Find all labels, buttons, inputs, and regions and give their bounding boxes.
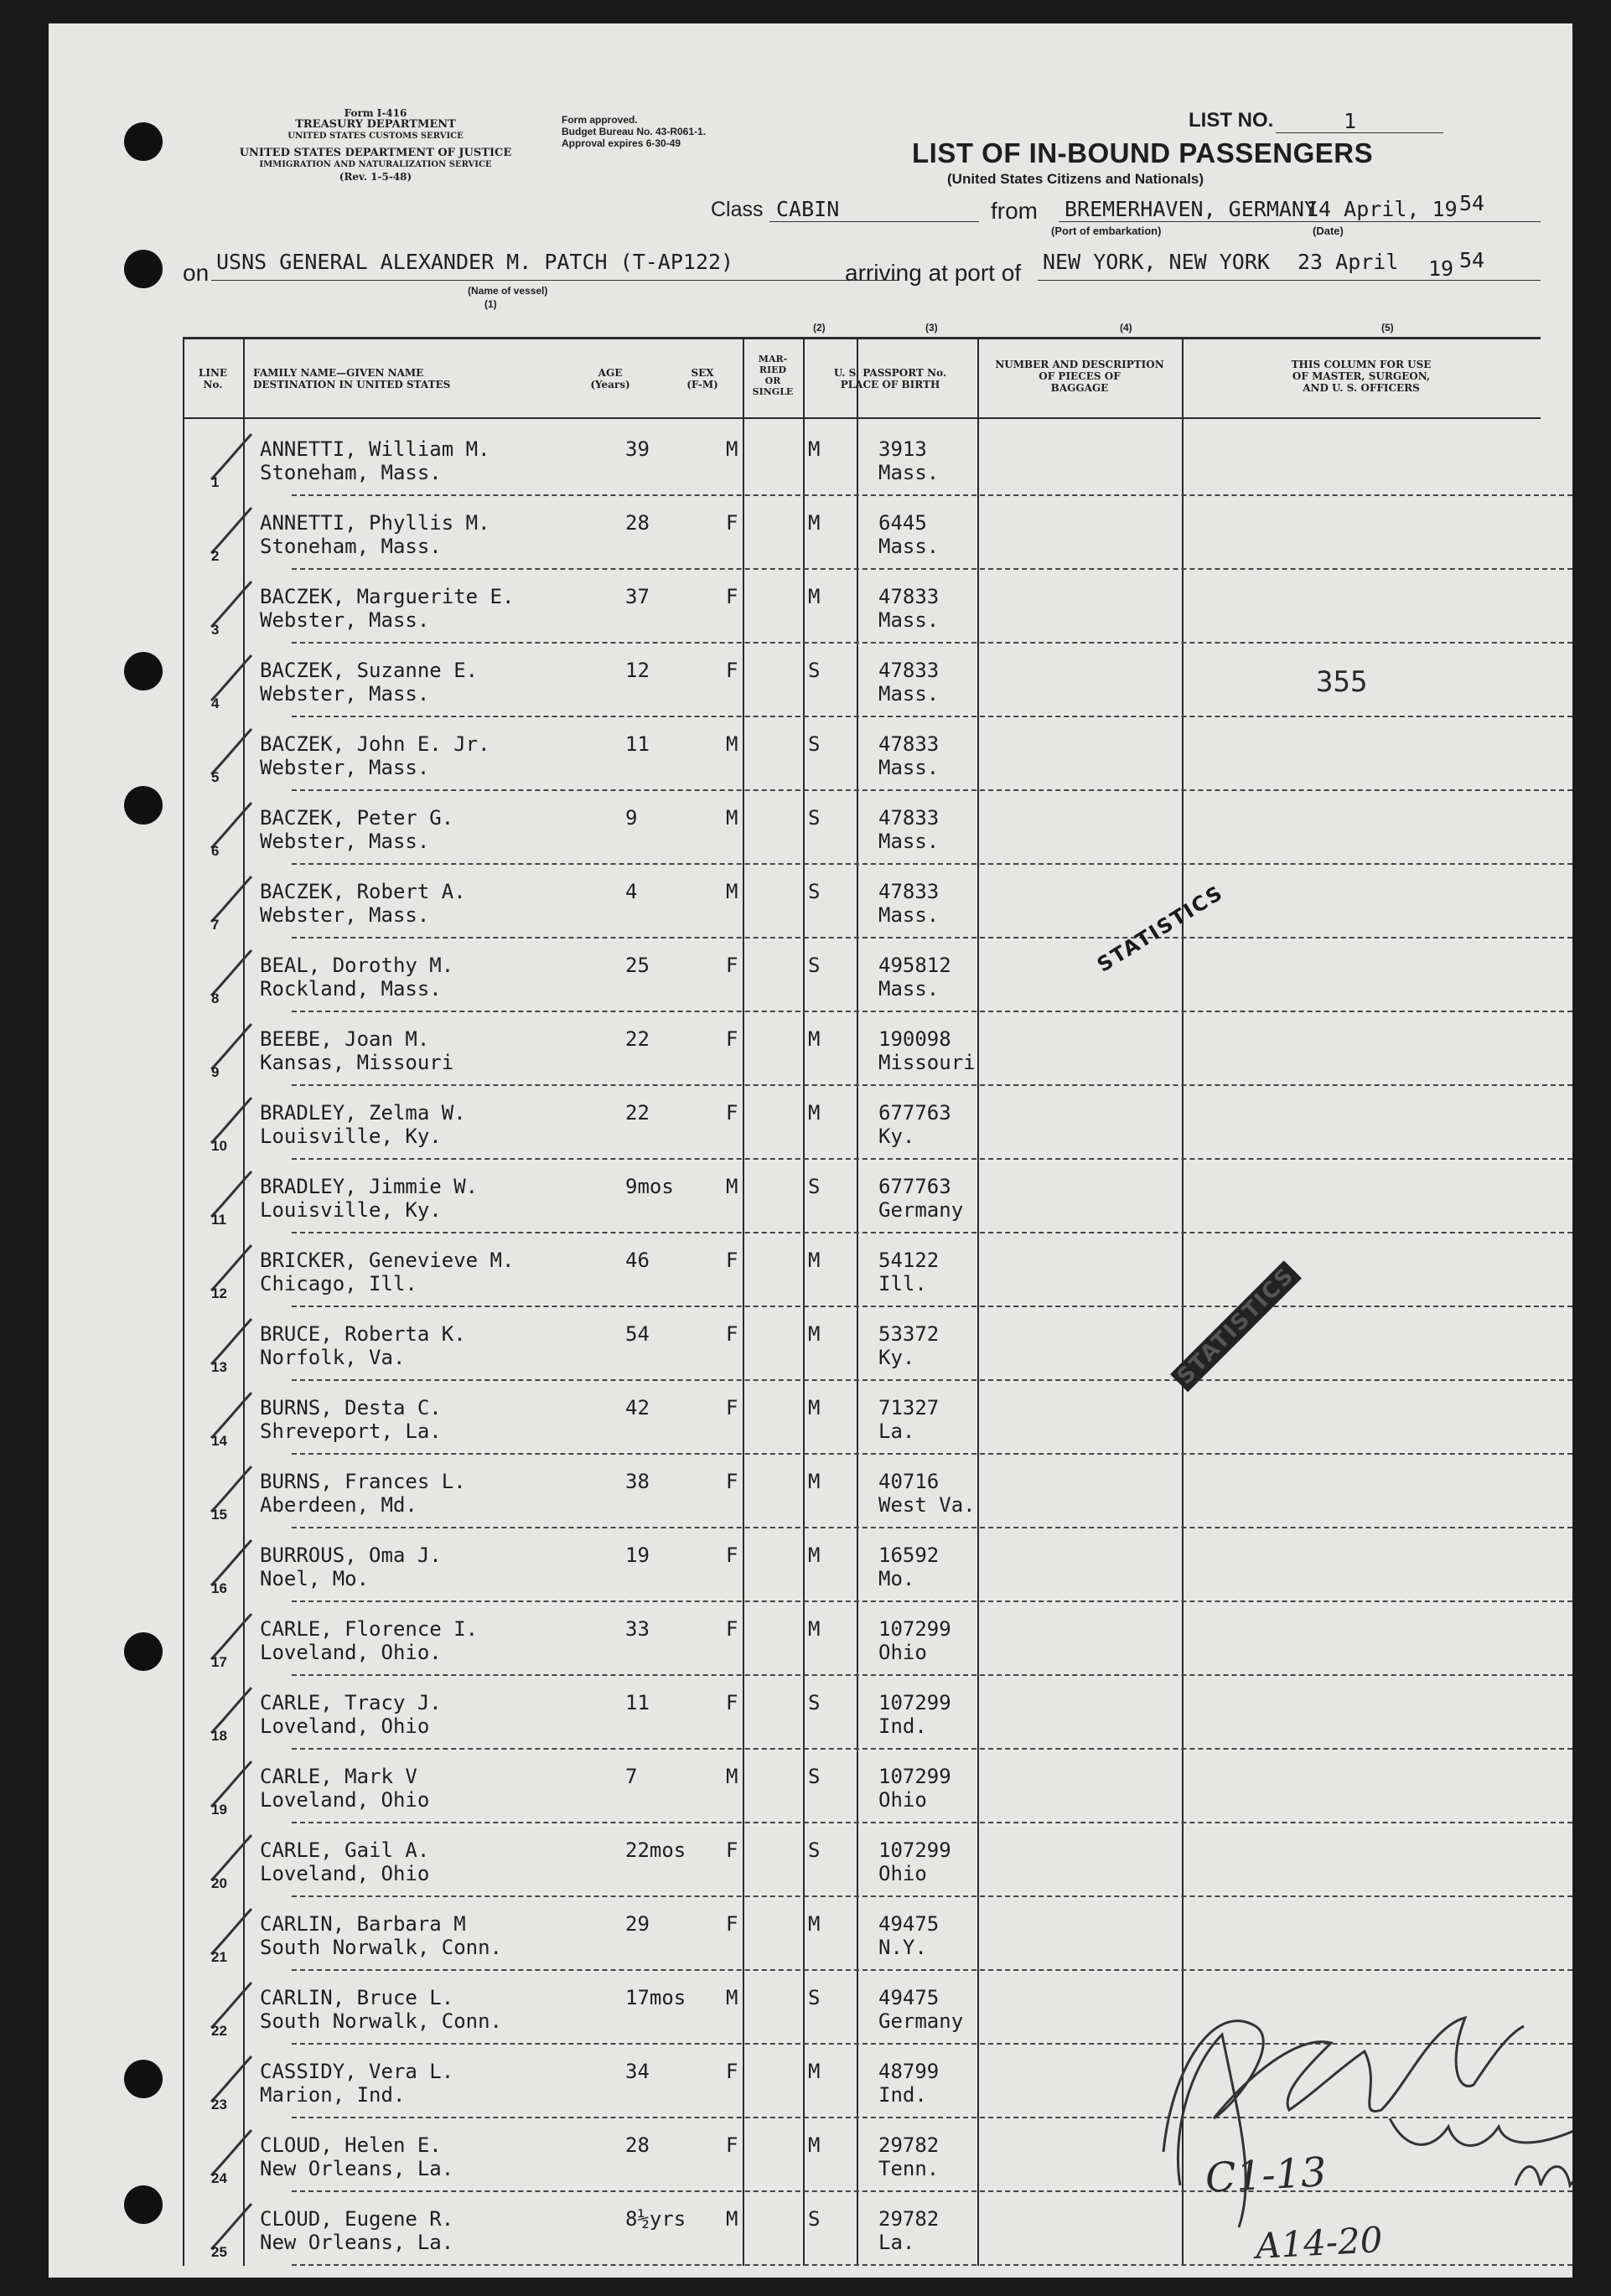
passenger-age: 38 <box>625 1470 650 1493</box>
arriving-label: arriving at port of <box>845 260 1022 286</box>
passport-number: 107299 <box>878 1617 951 1641</box>
passenger-sex: M <box>726 1175 738 1198</box>
passenger-destination: Loveland, Ohio <box>260 1714 430 1738</box>
passenger-name: CARLE, Tracy J. <box>260 1691 442 1714</box>
arrival-year: 54 <box>1459 248 1485 272</box>
place-of-birth: West Va. <box>878 1493 976 1517</box>
marital-status: S <box>808 1986 821 2009</box>
col-header-name: FAMILY NAME—GIVEN NAME DESTINATION IN UNITED STATES <box>253 367 451 390</box>
passenger-age: 33 <box>625 1617 650 1641</box>
document-page <box>49 23 1572 2278</box>
passenger-age: 8½yrs <box>625 2207 686 2231</box>
passenger-destination: Webster, Mass. <box>260 682 430 706</box>
passport-number: 29782 <box>878 2207 940 2231</box>
marital-status: M <box>808 2133 821 2157</box>
passport-number: 54122 <box>878 1249 940 1272</box>
place-of-birth: Ohio <box>878 1862 927 1885</box>
line-number: 3 <box>211 622 220 638</box>
from-value: BREMERHAVEN, GERMANY <box>1065 197 1318 221</box>
passenger-sex: M <box>726 1765 738 1788</box>
passenger-name: BURNS, Desta C. <box>260 1396 442 1419</box>
table-row <box>49 1086 1572 1160</box>
line-number: 14 <box>211 1433 227 1449</box>
form-number: Form I-416 <box>344 107 407 119</box>
passenger-sex: M <box>726 1986 738 2009</box>
passenger-name: BACZEK, Peter G. <box>260 806 454 830</box>
passenger-destination: Webster, Mass. <box>260 608 430 632</box>
marital-status: M <box>808 1617 821 1641</box>
passenger-name: CASSIDY, Vera L. <box>260 2060 454 2083</box>
passenger-name: CARLE, Gail A. <box>260 1838 430 1862</box>
passenger-name: CLOUD, Eugene R. <box>260 2207 454 2231</box>
place-of-birth: Mass. <box>878 535 940 558</box>
table-row <box>49 1602 1572 1676</box>
table-row <box>49 570 1572 644</box>
line-number: 6 <box>211 843 220 859</box>
class-value: CABIN <box>776 197 840 221</box>
place-of-birth: Ind. <box>878 1714 927 1738</box>
passport-number: 677763 <box>878 1101 951 1125</box>
row-separator <box>292 2264 1572 2266</box>
passenger-sex: F <box>726 1470 738 1493</box>
line-number: 23 <box>211 2097 227 2112</box>
passenger-name: BEAL, Dorothy M. <box>260 954 454 977</box>
statistics-stamp-2: STATISTICS <box>1170 1260 1302 1392</box>
passport-number: 16592 <box>878 1544 940 1567</box>
passenger-age: 34 <box>625 2060 650 2083</box>
passenger-destination: Webster, Mass. <box>260 830 430 853</box>
officer-note: 355 <box>1316 665 1368 699</box>
arrival-date: 23 April <box>1298 250 1399 274</box>
line-number: 22 <box>211 2023 227 2039</box>
passenger-destination: Loveland, Ohio <box>260 1862 430 1885</box>
vessel-name: USNS GENERAL ALEXANDER M. PATCH (T-AP122) <box>216 250 734 274</box>
passport-number: 29782 <box>878 2133 940 2157</box>
passenger-age: 22mos <box>625 1838 686 1862</box>
passenger-name: ANNETTI, Phyllis M. <box>260 511 490 535</box>
line-number: 11 <box>211 1212 226 1228</box>
col-header-line: LINE No. <box>198 367 228 390</box>
passenger-sex: F <box>726 1912 738 1936</box>
column-3-caption: (3) <box>925 322 938 334</box>
place-of-birth: Germany <box>878 1198 964 1222</box>
passenger-destination: Loveland, Ohio. <box>260 1641 442 1664</box>
dept-treasury-sub: UNITED STATES CUSTOMS SERVICE <box>287 132 464 141</box>
passenger-destination: Marion, Ind. <box>260 2083 406 2107</box>
table-row <box>49 791 1572 865</box>
place-of-birth: Mass. <box>878 756 940 779</box>
passenger-sex: M <box>726 806 738 830</box>
passenger-destination: Norfolk, Va. <box>260 1346 406 1369</box>
place-of-birth: Mass. <box>878 461 940 484</box>
handwritten-code-1: C1-13 <box>1204 2149 1328 2202</box>
marital-status: M <box>808 585 821 608</box>
passport-number: 107299 <box>878 1838 951 1862</box>
table-row <box>49 1676 1572 1750</box>
marital-status: S <box>808 732 821 756</box>
place-of-birth: Mass. <box>878 977 940 1001</box>
passenger-destination: South Norwalk, Conn. <box>260 1936 502 1959</box>
place-of-birth: Mo. <box>878 1567 915 1590</box>
line-number: 10 <box>211 1138 227 1154</box>
line-number: 16 <box>211 1580 227 1596</box>
line-number: 20 <box>211 1875 227 1891</box>
passenger-name: BRUCE, Roberta K. <box>260 1322 466 1346</box>
punch-hole <box>124 250 163 288</box>
table-row <box>49 1381 1572 1455</box>
form-approved: Form approved. <box>562 114 638 126</box>
budget-bureau: Budget Bureau No. 43-R061-1. <box>562 126 707 137</box>
marital-status: M <box>808 511 821 535</box>
table-row <box>49 1160 1572 1233</box>
table-row <box>49 939 1572 1012</box>
passenger-destination: New Orleans, La. <box>260 2157 454 2180</box>
col-header-married: MAR- RIED OR SINGLE <box>752 354 794 397</box>
place-of-birth: Ky. <box>878 1346 915 1369</box>
marital-status: M <box>808 1912 821 1936</box>
passenger-destination: Shreveport, La. <box>260 1419 442 1443</box>
table-row <box>49 1750 1572 1823</box>
passenger-sex: F <box>726 1322 738 1346</box>
marital-status: S <box>808 1691 821 1714</box>
line-number: 8 <box>211 990 220 1006</box>
place-of-birth: Ill. <box>878 1272 927 1295</box>
passenger-sex: M <box>726 437 738 461</box>
line-number: 24 <box>211 2170 227 2186</box>
passenger-destination: South Norwalk, Conn. <box>260 2009 502 2033</box>
line-number: 21 <box>211 1949 227 1965</box>
passenger-destination: Stoneham, Mass. <box>260 535 442 558</box>
marital-status: S <box>808 806 821 830</box>
passenger-name: BACZEK, Robert A. <box>260 880 466 903</box>
date-caption: (Date) <box>1313 225 1344 237</box>
passenger-name: BURNS, Frances L. <box>260 1470 466 1493</box>
table-row <box>49 1012 1572 1086</box>
passenger-destination: Stoneham, Mass. <box>260 461 442 484</box>
passenger-destination: New Orleans, La. <box>260 2231 454 2254</box>
passenger-name: CARLIN, Barbara M <box>260 1912 466 1936</box>
passenger-sex: F <box>726 1396 738 1419</box>
column-2-caption: (2) <box>813 322 826 334</box>
handwritten-signature <box>1113 1900 1572 2236</box>
passenger-name: BACZEK, John E. Jr. <box>260 732 490 756</box>
passport-number: 49475 <box>878 1986 940 2009</box>
place-of-birth: N.Y. <box>878 1936 927 1959</box>
marital-status: M <box>808 1470 821 1493</box>
passenger-age: 25 <box>625 954 650 977</box>
passport-number: 677763 <box>878 1175 951 1198</box>
passenger-age: 11 <box>625 1691 650 1714</box>
column-5-caption: (5) <box>1381 322 1394 334</box>
arrival-port: NEW YORK, NEW YORK <box>1043 250 1270 274</box>
col-header-baggage: NUMBER AND DESCRIPTION OF PIECES OF BAGGAGE <box>995 359 1164 394</box>
depart-date: 14 April, 19 <box>1306 197 1458 221</box>
place-of-birth: Ky. <box>878 1125 915 1148</box>
passenger-name: CARLE, Florence I. <box>260 1617 479 1641</box>
marital-status: M <box>808 2060 821 2083</box>
col-header-passport: U. S. PASSPORT No. PLACE OF BIRTH <box>833 367 947 390</box>
passenger-name: BEEBE, Joan M. <box>260 1027 430 1051</box>
passenger-age: 28 <box>625 2133 650 2157</box>
passenger-sex: M <box>726 2207 738 2231</box>
line-number: 18 <box>211 1728 227 1744</box>
place-of-birth: Germany <box>878 2009 964 2033</box>
place-of-birth: Tenn. <box>878 2157 940 2180</box>
passenger-destination: Rockland, Mass. <box>260 977 442 1001</box>
passenger-name: CARLIN, Bruce L. <box>260 1986 454 2009</box>
passenger-sex: F <box>726 1027 738 1051</box>
passenger-sex: F <box>726 585 738 608</box>
place-of-birth: Missouri <box>878 1051 976 1074</box>
table-row <box>49 865 1572 939</box>
table-row <box>49 1307 1572 1381</box>
passenger-name: BACZEK, Suzanne E. <box>260 659 479 682</box>
passport-number: 71327 <box>878 1396 940 1419</box>
passenger-destination: Webster, Mass. <box>260 756 430 779</box>
passenger-destination: Louisville, Ky. <box>260 1125 442 1148</box>
marital-status: S <box>808 659 821 682</box>
passport-number: 47833 <box>878 585 940 608</box>
on-label: on <box>183 260 210 286</box>
passenger-age: 7 <box>625 1765 638 1788</box>
passenger-age: 42 <box>625 1396 650 1419</box>
marital-status: M <box>808 1027 821 1051</box>
line-number: 1 <box>211 474 220 490</box>
passenger-age: 17mos <box>625 1986 686 2009</box>
class-label: Class <box>711 198 764 221</box>
passenger-age: 11 <box>625 732 650 756</box>
marital-status: S <box>808 1838 821 1862</box>
passenger-destination: Webster, Mass. <box>260 903 430 927</box>
list-no-line <box>1276 132 1443 133</box>
passport-number: 47833 <box>878 732 940 756</box>
line-number: 13 <box>211 1359 227 1375</box>
place-of-birth: Mass. <box>878 830 940 853</box>
passenger-sex: F <box>726 1691 738 1714</box>
passenger-name: BRICKER, Genevieve M. <box>260 1249 515 1272</box>
handwritten-code-2: A14-20 <box>1254 2219 1384 2267</box>
passenger-name: BURROUS, Oma J. <box>260 1544 442 1567</box>
passport-number: 47833 <box>878 880 940 903</box>
passport-number: 190098 <box>878 1027 951 1051</box>
vessel-caption: (Name of vessel) <box>468 285 548 297</box>
passenger-name: CLOUD, Helen E. <box>260 2133 442 2157</box>
from-label: from <box>991 198 1038 224</box>
passenger-name: BRADLEY, Jimmie W. <box>260 1175 479 1198</box>
passport-number: 49475 <box>878 1912 940 1936</box>
passenger-age: 22 <box>625 1027 650 1051</box>
place-of-birth: Mass. <box>878 682 940 706</box>
passport-number: 3913 <box>878 437 927 461</box>
passenger-age: 9 <box>625 806 638 830</box>
table-row <box>49 1823 1572 1897</box>
passenger-sex: F <box>726 2060 738 2083</box>
passenger-sex: F <box>726 659 738 682</box>
line-number: 4 <box>211 696 220 711</box>
marital-status: S <box>808 1175 821 1198</box>
depart-year: 54 <box>1459 191 1485 215</box>
line-number: 12 <box>211 1285 227 1301</box>
place-of-birth: Ohio <box>878 1641 927 1664</box>
place-of-birth: Mass. <box>878 903 940 927</box>
line-number: 15 <box>211 1507 227 1523</box>
line-number: 9 <box>211 1064 220 1080</box>
passenger-age: 12 <box>625 659 650 682</box>
place-of-birth: La. <box>878 2231 915 2254</box>
passenger-sex: F <box>726 1838 738 1862</box>
passenger-age: 28 <box>625 511 650 535</box>
line-number: 2 <box>211 548 220 564</box>
line-number: 17 <box>211 1654 227 1670</box>
passenger-name: CARLE, Mark V <box>260 1765 417 1788</box>
punch-hole <box>124 122 163 161</box>
column-1-caption: (1) <box>484 298 497 310</box>
revision: (Rev. 1-5-48) <box>339 171 412 183</box>
list-no-label: LIST NO. <box>1189 109 1274 132</box>
passenger-age: 22 <box>625 1101 650 1125</box>
table-row <box>49 1528 1572 1602</box>
passenger-age: 29 <box>625 1912 650 1936</box>
passenger-sex: F <box>726 1249 738 1272</box>
passenger-sex: F <box>726 954 738 977</box>
line-number: 25 <box>211 2244 227 2260</box>
column-4-caption: (4) <box>1120 322 1132 334</box>
passport-number: 48799 <box>878 2060 940 2083</box>
table-top-rule <box>183 337 1541 339</box>
passenger-age: 37 <box>625 585 650 608</box>
passport-number: 107299 <box>878 1691 951 1714</box>
passport-number: 495812 <box>878 954 951 977</box>
passenger-name: BRADLEY, Zelma W. <box>260 1101 466 1125</box>
arrival-line <box>1038 280 1541 281</box>
marital-status: S <box>808 880 821 903</box>
table-row <box>49 1455 1572 1528</box>
passenger-sex: M <box>726 732 738 756</box>
line-number: 19 <box>211 1802 227 1818</box>
passenger-age: 19 <box>625 1544 650 1567</box>
place-of-birth: Ind. <box>878 2083 927 2107</box>
passport-number: 47833 <box>878 806 940 830</box>
dept-treasury: TREASURY DEPARTMENT <box>295 118 456 131</box>
passenger-destination: Noel, Mo. <box>260 1567 370 1590</box>
page-title: LIST OF IN-BOUND PASSENGERS <box>912 137 1374 168</box>
port-embark-caption: (Port of embarkation) <box>1051 225 1162 237</box>
table-row <box>49 422 1572 496</box>
col-header-sex: SEX (F-M) <box>686 367 718 390</box>
col-header-officers: THIS COLUMN FOR USE OF MASTER, SURGEON, AND U. S. OFFICERS <box>1291 359 1432 394</box>
marital-status: M <box>808 437 821 461</box>
place-of-birth: Mass. <box>878 608 940 632</box>
marital-status: M <box>808 1101 821 1125</box>
passenger-age: 39 <box>625 437 650 461</box>
passenger-age: 46 <box>625 1249 650 1272</box>
table-row <box>49 717 1572 791</box>
table-row <box>49 1233 1572 1307</box>
passenger-sex: F <box>726 1101 738 1125</box>
passenger-sex: M <box>726 880 738 903</box>
list-no-value: 1 <box>1344 109 1357 133</box>
marital-status: M <box>808 1249 821 1272</box>
place-of-birth: Ohio <box>878 1788 927 1812</box>
passenger-destination: Louisville, Ky. <box>260 1198 442 1222</box>
page-subtitle: (United States Citizens and Nationals) <box>947 171 1204 187</box>
passenger-sex: F <box>726 1617 738 1641</box>
arrival-year-prefix: 19 <box>1428 256 1454 281</box>
marital-status: M <box>808 1396 821 1419</box>
line-number: 5 <box>211 769 220 785</box>
passport-number: 40716 <box>878 1470 940 1493</box>
from-line <box>1059 221 1541 222</box>
place-of-birth: La. <box>878 1419 915 1443</box>
header-bottom-rule <box>183 417 1541 419</box>
passenger-name: ANNETTI, William M. <box>260 437 490 461</box>
marital-status: M <box>808 1544 821 1567</box>
passport-number: 107299 <box>878 1765 951 1788</box>
dept-justice: UNITED STATES DEPARTMENT OF JUSTICE <box>239 147 512 159</box>
table-row <box>49 496 1572 570</box>
passenger-sex: F <box>726 511 738 535</box>
marital-status: S <box>808 1765 821 1788</box>
passenger-name: BACZEK, Marguerite E. <box>260 585 515 608</box>
passenger-destination: Aberdeen, Md. <box>260 1493 417 1517</box>
passport-number: 47833 <box>878 659 940 682</box>
passenger-destination: Chicago, Ill. <box>260 1272 417 1295</box>
passport-number: 6445 <box>878 511 927 535</box>
passenger-destination: Loveland, Ohio <box>260 1788 430 1812</box>
dept-justice-sub: IMMIGRATION AND NATURALIZATION SERVICE <box>259 160 492 169</box>
marital-status: M <box>808 1322 821 1346</box>
passenger-destination: Kansas, Missouri <box>260 1051 454 1074</box>
passenger-age: 9mos <box>625 1175 674 1198</box>
passenger-sex: F <box>726 2133 738 2157</box>
vessel-line <box>211 280 899 281</box>
approval-expires: Approval expires 6-30-49 <box>562 137 681 149</box>
marital-status: S <box>808 954 821 977</box>
line-number: 7 <box>211 917 220 933</box>
passport-number: 53372 <box>878 1322 940 1346</box>
class-line <box>769 221 979 222</box>
col-header-age: AGE (Years) <box>590 367 630 390</box>
passenger-age: 4 <box>625 880 638 903</box>
passenger-age: 54 <box>625 1322 650 1346</box>
passenger-sex: F <box>726 1544 738 1567</box>
statistics-stamp: STATISTICS <box>1093 880 1228 977</box>
marital-status: S <box>808 2207 821 2231</box>
